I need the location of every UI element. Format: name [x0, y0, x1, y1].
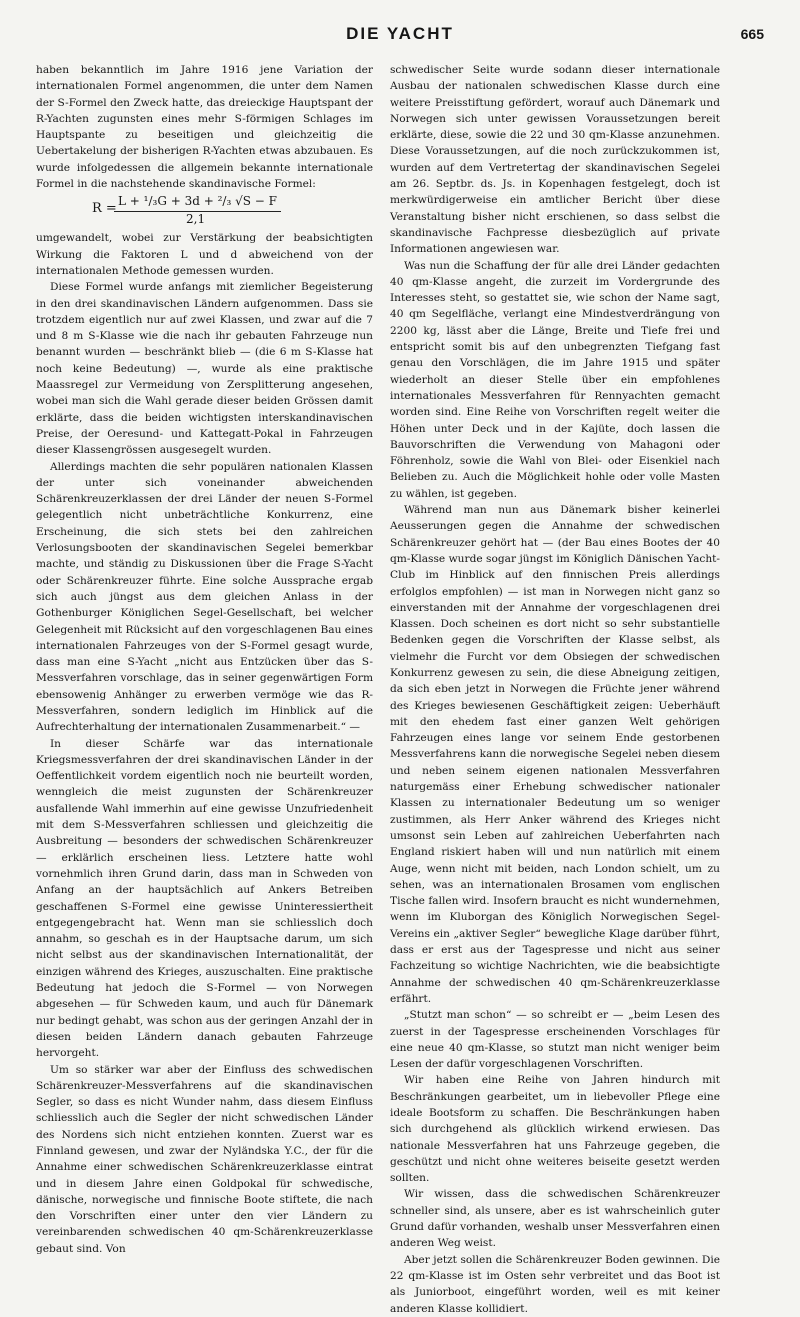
- paragraph: Was nun die Schaffung der für alle drei Länder gedachten 40 qm-Klasse angeht, die zurzeit im Vordergrunde des Interesses steht, so gestattet sie, wie schon der Name sagt, 40 qm Segelfläche, verlangt eine Mindestverdrängung von 2200 kg, lässt aber die Länge, Breite und Tiefe frei und entspricht somit bis auf den unbegrenzten Tiefgang fast genau den Vorschlägen, die im Jahre 1915 und später wiederholt an dieser Stelle über ein empfohlenes internationales Messverfahren für Rennyachten gemacht worden sind. Eine Reihe von Vorschriften regelt weiter die Höhen unter Deck und in der Kajüte, doch lassen die Bauvorschriften die Verwendung von Mahagoni oder Föhrenholz, sowie die Wahl von Blei- oder Eisenkiel nach Belieben zu. Auch die Möglichkeit hohle oder volle Masten zu wählen, ist gegeben.: [390, 259, 720, 500]
- formula: [36, 193, 373, 227]
- paragraph: Wir haben eine Reihe von Jahren hindurch mit Beschränkungen gearbeitet, um in liebevoller Pflege eine ideale Bootsform zu schaffen. Die Beschränkungen haben sich durchgehend als glücklich wirkend erwiesen. Das nationale Messverfahren hat uns Fahrzeuge gegeben, die geschützt und nicht ohne weiteres beiseite gesetzt werden sollten.: [390, 1074, 720, 1185]
- left-column: [36, 62, 373, 1255]
- page-number: 665: [740, 26, 764, 42]
- formula-numerator: L + ¹/₃G + 3d + ²/₃ √S − F: [114, 193, 281, 211]
- paragraph: Während man nun aus Dänemark bisher keinerlei Aeusserungen gegen die Annahme der schwedischen Schärenkreuzer gehört hat — (der Bau eines Bootes der 40 qm-Klasse wurde sogar jüngst im Königlich Dänischen Yacht-Club im Hinblick auf den finnischen Preis allerdings erfolglos empfohlen) — ist man in Norwegen nicht ganz so einverstanden mit der Annahme der vorgeschlagenen drei Klassen. Doch scheinen es dort nicht so sehr substantielle Bedenken gegen die Vorschriften der Klasse selbst, als vielmehr die Furcht vor dem Obsiegen der schwedischen Konkurrenz gewesen zu sein, die diese Abneigung zeitigen, da sich eben jetzt in Norwegen die Früchte jener während des Krieges bewiesenen Geschäftigkeit zeigen: Ueberhäuft mit den ehedem fast einer ganzen Welt gehörigen Fahrzeugen eines lange vor seinem Ende gestorbenen Messverfahrens kann die norwegische Segelei neben diesem und neben seinem eigenen nationalen Messverfahren naturgemäss einer Erhebung schwedischer nationaler Klassen zu internationaler Bedeutung um so weniger zustimmen, als Herr Anker während des Krieges nicht umsonst sein Leben auf zahlreichen Ueberfahrten nach England riskiert haben will und nun natürlich mit einem Auge, wenn nicht mit beiden, nach London schielt, um zu sehen, was an internationalen Brosamen vom englischen Tische fallen wird. Insofern braucht es nicht wundernehmen, wenn im Kluborgan des Königlich Norwegischen Segel-Vereins ein „aktiver Segler“ bewegliche Klage darüber führt, dass er erst aus der Tagespresse und nicht aus seiner Fachzeitung so wichtige Nachrichten, wie die beabsichtigte Annahme der schwedischen 40 qm-Schärenkreuzerklasse erfährt.: [390, 504, 720, 1005]
- paragraph: Allerdings machten die sehr populären nationalen Klassen der unter sich voneinander abweichenden Schärenkreuzerklassen der drei Länder der neuen S-Formel gelegentlich nicht unbeträchtliche Konkurrenz, eine Erscheinung, die sich stets bei den zahlreichen Verlosungsbooten der skandinavischen Segelei bemerkbar machte, und ständig zu Diskussionen über die Frage S-Yacht oder Schärenkreuzer führte. Eine solche Aussprache ergab sich auch jüngst aus dem gleichen Anlass in der Gothenburger Königlichen Segel-Gesellschaft, bei welcher Gelegenheit mit Rücksicht auf den vorgeschlagenen Bau eines internationalen Fahrzeuges von der S-Formel gesagt wurde, dass man eine S-Yacht „nicht aus Entzücken über das S-Messverfahren vorschlage, das in seiner gegenwärtigen Form ebensowenig Anhänger zu erwerben vermöge wie das R-Messverfahren, sondern lediglich im Hinblick auf die Aufrechterhaltung der internationalen Zusammenarbeit.“ —: [36, 460, 373, 734]
- right-column: [390, 62, 720, 1315]
- paragraph: „Stutzt man schon“ — so schreibt er — „beim Lesen des zuerst in der Tagespresse erscheinenden Vorschlages für eine neue 40 qm-Klasse, so stutzt man nicht weniger beim Lesen der dafür vorgeschlagenen Vorschriften.: [390, 1009, 720, 1071]
- paragraph: Wir wissen, dass die schwedischen Schärenkreuzer schneller sind, als unsere, aber es ist wahrscheinlich guter Grund dafür vorhanden, weshalb unser Messverfahren einen anderen Weg weist.: [390, 1188, 720, 1250]
- paragraph: umgewandelt, wobei zur Verstärkung der beabsichtigten Wirkung die Faktoren L und d abweichend von der internationalen Methode gemessen wurden.: [36, 232, 373, 277]
- paragraph: Diese Formel wurde anfangs mit ziemlicher Begeisterung in den drei skandinavischen Ländern aufgenommen. Dass sie trotzdem eigentlich nur auf zwei Klassen, und zwar auf die 7 und 8 m S-Klasse wie die nach ihr gebauten Fahrzeuge nun benannt wurden — beschränkt blieb — (die 6 m S-Klasse hat noch keine Bedeutung) —, wurde als eine praktische Maassregel zur Vermeidung von Zersplitterung angesehen, wobei man sich die Wahl gerade dieser beiden Grössen damit erklärte, dass die beiden wichtigsten interskandinavischen Preise, der Oeresund- und Kattegatt-Pokal in Fahrzeugen dieser Klassengrössen ausgesegelt wurden.: [36, 281, 373, 457]
- paragraph: Um so stärker war aber der Einfluss des schwedischen Schärenkreuzer-Messverfahrens auf die skandinavischen Segler, so dass es nicht Wunder nahm, dass diesem Einfluss schliesslich auch die Segler der nicht schwedischen Länder des Nordens sich nicht entziehen konnten. Zuerst war es Finnland gewesen, und zwar der Nyländska Y.C., der für die Annahme einer schwedischen Schärenkreuzerklasse eintrat und in diesem Jahre einen Goldpokal für schwedische, dänische, norwegische und finnische Boote stiftete, die nach den Vorschriften einer unter den vier Ländern zu vereinbarenden schwedischen 40 qm-Schärenkreuzerklasse gebaut sind. Von: [36, 1063, 373, 1255]
- journal-title: DIE YACHT: [346, 24, 454, 43]
- paragraph: schwedischer Seite wurde sodann dieser internationale Ausbau der nationalen schwedischen Klasse durch eine weitere Preisstiftung gefördert, worauf auch Dänemark und Norwegen sich unter gewissen Voraussetzungen bereit erklärte, diese, sowie die 22 und 30 qm-Klasse anzunehmen. Diese Voraussetzungen, auf die noch zurückzukommen ist, wurden auf dem Vertretertag der skandinavischen Segelei am 26. Septbr. ds. Js. in Kopenhagen festgelegt, doch ist merkwürdigerweise ein amtlicher Bericht über diese Veranstaltung bisher nicht erschienen, so dass selbst die skandinavische Fachpresse diesbezüglich auf private Informationen angewiesen war.: [390, 64, 720, 256]
- page-header: [36, 22, 764, 52]
- paragraph: haben bekanntlich im Jahre 1916 jene Variation der internationalen Formel angenommen, die unter dem Namen der S-Formel den Zweck hatte, das dreieckige Hauptspant der R-Yachten zugunsten eines mehr S-förmigen Schlages im Hauptspante zu beseitigen und gleichzeitig die Uebertakelung der bisherigen R-Yachten etwas abzubauen. Es wurde infolgedessen die allgemein bekannte internationale Formel in die nachstehende skandinavische Formel:: [36, 64, 373, 191]
- paragraph: In dieser Schärfe war das internationale Kriegsmessverfahren der drei skandinavischen Länder in der Oeffentlichkeit vordem eigentlich noch nie beurteilt worden, wenngleich die meist zugunsten der Schärenkreuzer ausfallende Wahl immerhin auf eine gewisse Unzufriedenheit mit dem S-Messverfahren schliessen und gleichzeitig die Ausbreitung — besonders der schwedischen Schärenkreuzer — erklärlich erscheinen liess. Letztere hatte wohl vornehmlich ihren Grund darin, dass man in Schweden von Anfang an der hauptsächlich auf Ankers Betreiben geschaffenen S-Formel eine gewisse Uninteressiertheit entgegengebracht hat. Wenn man sie schliesslich doch annahm, so geschah es in der Hauptsache darum, um sich nicht selbst aus der skandinavischen Internationalität, der einzigen während des Krieges, auszuschalten. Eine praktische Bedeutung hat jedoch die S-Formel — von Norwegen abgesehen — für Schweden kaum, und auch für Dänemark nur bedingt gehabt, was schon aus der geringen Anzahl der in diesen beiden Ländern danach gebauten Fahrzeuge hervorgeht.: [36, 737, 373, 1060]
- paragraph: Aber jetzt sollen die Schärenkreuzer Boden gewinnen. Die 22 qm-Klasse ist im Osten sehr verbreitet und das Boot ist als Juniorboot, eingeführt worden, weil es mit keiner anderen Klasse kollidiert.: [390, 1253, 720, 1315]
- formula-lhs: R =: [92, 201, 117, 217]
- formula-denominator: 2,1: [186, 212, 206, 227]
